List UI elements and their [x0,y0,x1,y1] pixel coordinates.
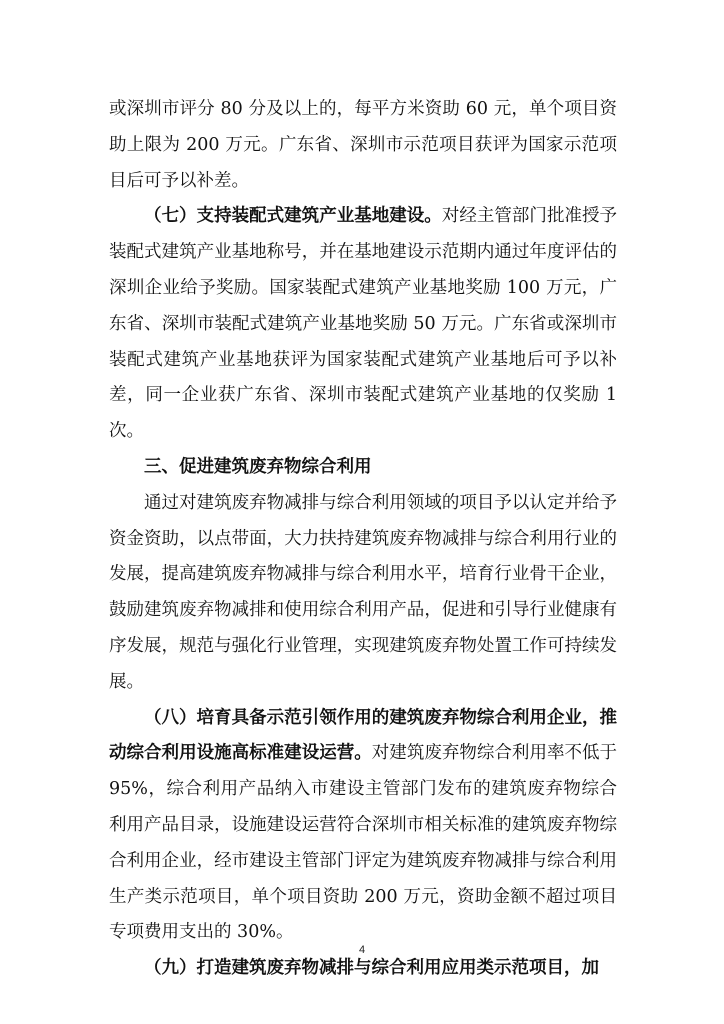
item-7-body: 对经主管部门批准授予装配式建筑产业基地称号，并在基地建设示范期内通过年度评估的深圳企业给予奖励。国家装配式建筑产业基地奖励 100 万元，广东省、深圳市装配式建筑产业基地奖励 50 万元。广东省或深圳市装配式建筑产业基地获评为国家装配式建筑产业基地后可予以补差，同一企业获广东省、深圳市装配式建筑产业基地的仅奖励 1 次。 [109,206,618,442]
paragraph-subsidy-continuation: 或深圳市评分 80 分及以上的，每平方米资助 60 元，单个项目资助上限为 200 万元。广东省、深圳市示范项目获评为国家示范项目后可予以补差。 [109,99,617,191]
paragraph-item-7 [109,199,617,450]
document-body [109,92,617,987]
item-8-lead: （八）培育具备示范引领作用的建筑废弃物综合利用企业，推动综合利用设施高标准建设运营。 [109,707,617,764]
section-heading-3: 三、促进建筑废弃物综合利用 [144,456,372,477]
paragraph-item-8 [109,701,617,952]
paragraph-section-3-intro: 通过对建筑废弃物减排与综合利用领域的项目予以认定并给予资金资助，以点带面，大力扶持建筑废弃物减排与综合利用行业的发展，提高建筑废弃物减排与综合利用水平，培育行业骨干企业，鼓励建筑废弃物减排和使用综合利用产品，促进和引导行业健康有序发展，规范与强化行业管理，实现建筑废弃物处置工作可持续发展。 [109,492,617,692]
page-number: 4 [358,944,366,956]
paragraph-item-9 [109,951,617,987]
item-8-body: 对建筑废弃物综合利用率不低于 95%，综合利用产品纳入市建设主管部门发布的建筑废弃物综合利用产品目录，设施建设运营符合深圳市相关标准的建筑废弃物综合利用企业，经市建设主管部门评定为建筑废弃物减排与综合利用生产类示范项目，单个项目资助 200 万元，资助金额不超过项目专项费用支出的 30%。 [109,743,618,943]
item-7-lead: （七）支持装配式建筑产业基地建设。 [144,206,442,227]
item-9-lead: （九）打造建筑废弃物减排与综合利用应用类示范项目，加 [144,958,599,979]
